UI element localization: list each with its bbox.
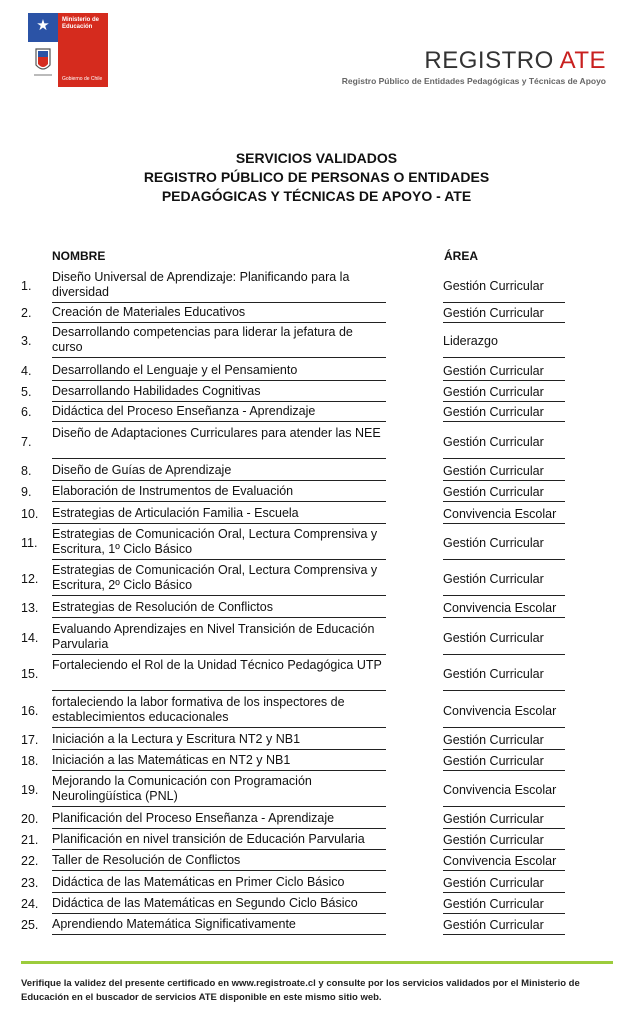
service-name: Taller de Resolución de Conflictos	[52, 853, 386, 871]
government-name: Gobierno de Chile	[62, 76, 103, 82]
row-number: 1.	[21, 279, 32, 293]
row-number: 12.	[21, 572, 39, 586]
service-name: Planificación del Proceso Enseñanza - Aprendizaje	[52, 811, 386, 829]
table-row	[0, 753, 633, 772]
service-area: Convivencia Escolar	[443, 506, 565, 524]
service-area: Gestión Curricular	[443, 484, 565, 502]
service-area: Gestión Curricular	[443, 404, 565, 422]
row-number: 17.	[21, 733, 39, 747]
service-area: Gestión Curricular	[443, 811, 565, 829]
title-line-1: SERVICIOS VALIDADOS	[235, 150, 398, 166]
table-row	[0, 875, 633, 894]
service-name: Desarrollando competencias para liderar la jefatura de curso	[52, 325, 386, 358]
service-area: Convivencia Escolar	[443, 695, 565, 728]
ministry-logo	[28, 13, 108, 87]
service-area: Gestión Curricular	[443, 875, 565, 893]
service-area: Gestión Curricular	[443, 832, 565, 850]
row-number: 22.	[21, 854, 39, 868]
brand-title-accent: ATE	[559, 47, 606, 74]
ministry-name: Ministerio de Educación	[62, 17, 100, 30]
service-name: Didáctica del Proceso Enseñanza - Aprendizaje	[52, 404, 386, 422]
service-area: Gestión Curricular	[443, 917, 565, 935]
column-header-name: NOMBRE	[52, 249, 106, 263]
table-row	[0, 658, 633, 692]
table-row	[0, 527, 633, 561]
table-row	[0, 732, 633, 751]
row-number: 21.	[21, 833, 39, 847]
row-number: 24.	[21, 897, 39, 911]
row-number: 5.	[21, 385, 32, 399]
table-row	[0, 506, 633, 525]
table-row	[0, 622, 633, 656]
service-name: Estrategias de Articulación Familia - Escuela	[52, 506, 386, 524]
service-name: Iniciación a la Lectura y Escritura NT2 y NB1	[52, 732, 386, 750]
row-number: 14.	[21, 631, 39, 645]
footer-note: Verifique la validez del presente certificado en www.registroate.cl y consulte por los servicios validados por el Ministerio de Educación en el buscador de servicios ATE disponible en este mismo sitio web.	[21, 978, 580, 1003]
table-row	[0, 695, 633, 729]
table-row	[0, 270, 633, 304]
service-area: Gestión Curricular	[443, 463, 565, 481]
table-row	[0, 811, 633, 830]
service-area: Gestión Curricular	[443, 622, 565, 655]
table-row	[0, 600, 633, 619]
row-number: 8.	[21, 464, 32, 478]
row-number: 2.	[21, 306, 32, 320]
service-name: fortaleciendo la labor formativa de los inspectores de establecimientos educacionales	[52, 695, 386, 728]
service-name: Desarrollando Habilidades Cognitivas	[52, 384, 386, 402]
row-number: 3.	[21, 334, 32, 348]
table-row	[0, 563, 633, 597]
coat-of-arms-icon	[32, 43, 54, 83]
row-number: 25.	[21, 918, 39, 932]
service-name: Evaluando Aprendizajes en Nivel Transición de Educación Parvularia	[52, 622, 386, 655]
service-area: Liderazgo	[443, 325, 565, 358]
table-row	[0, 426, 633, 460]
table-row	[0, 832, 633, 851]
service-name: Diseño Universal de Aprendizaje: Planificando para la diversidad	[52, 270, 386, 303]
service-name: Mejorando la Comunicación con Programación Neurolingüística (PNL)	[52, 774, 386, 807]
service-area: Gestión Curricular	[443, 426, 565, 459]
brand-title-main: REGISTRO	[424, 47, 554, 74]
column-header-area: ÁREA	[444, 249, 479, 263]
table-row	[0, 363, 633, 382]
service-name: Planificación en nivel transición de Educación Parvularia	[52, 832, 386, 850]
row-number: 6.	[21, 405, 32, 419]
service-area: Gestión Curricular	[443, 896, 565, 914]
service-area: Convivencia Escolar	[443, 853, 565, 871]
table-row	[0, 774, 633, 808]
service-name: Diseño de Adaptaciones Curriculares para atender las NEE	[52, 426, 386, 459]
service-area: Gestión Curricular	[443, 305, 565, 323]
service-area: Convivencia Escolar	[443, 774, 565, 807]
service-area: Gestión Curricular	[443, 658, 565, 691]
service-area: Gestión Curricular	[443, 732, 565, 750]
row-number: 20.	[21, 812, 39, 826]
row-number: 19.	[21, 783, 39, 797]
row-number: 13.	[21, 601, 39, 615]
service-name: Desarrollando el Lenguaje y el Pensamiento	[52, 363, 386, 381]
brand-title	[342, 48, 606, 74]
row-number: 16.	[21, 704, 39, 718]
table-row	[0, 325, 633, 359]
table-row	[0, 463, 633, 482]
row-number: 11.	[21, 536, 38, 550]
service-name: Creación de Materiales Educativos	[52, 305, 386, 323]
row-number: 4.	[21, 364, 32, 378]
service-name: Aprendiendo Matemática Significativamente	[52, 917, 386, 935]
row-number: 15.	[21, 667, 39, 681]
table-row	[0, 917, 633, 936]
service-name: Estrategias de Comunicación Oral, Lectura Comprensiva y Escritura, 2º Ciclo Básico	[52, 563, 386, 596]
footer-divider	[21, 961, 613, 964]
table-row	[0, 853, 633, 872]
table-row	[0, 384, 633, 403]
service-name: Iniciación a las Matemáticas en NT2 y NB1	[52, 753, 386, 771]
brand-subtitle: Registro Público de Entidades Pedagógicas y Técnicas de Apoyo	[341, 76, 606, 86]
service-name: Didáctica de las Matemáticas en Primer Ciclo Básico	[52, 875, 386, 893]
table-row	[0, 896, 633, 915]
row-number: 10.	[21, 507, 39, 521]
row-number: 18.	[21, 754, 39, 768]
service-area: Gestión Curricular	[443, 563, 565, 596]
service-name: Estrategias de Comunicación Oral, Lectura Comprensiva y Escritura, 1º Ciclo Básico	[52, 527, 386, 560]
service-area: Gestión Curricular	[443, 527, 565, 560]
table-row	[0, 305, 633, 324]
service-name: Estrategias de Resolución de Conflictos	[52, 600, 386, 618]
row-number: 9.	[21, 485, 32, 499]
service-name: Elaboración de Instrumentos de Evaluación	[52, 484, 386, 502]
table-row	[0, 484, 633, 503]
star-icon: ★	[36, 17, 50, 34]
service-name: Diseño de Guías de Aprendizaje	[52, 463, 386, 481]
title-line-3: PEDAGÓGICAS Y TÉCNICAS DE APOYO - ATE	[161, 188, 472, 204]
service-area: Gestión Curricular	[443, 363, 565, 381]
service-area: Gestión Curricular	[443, 753, 565, 771]
table-row	[0, 404, 633, 423]
registro-ate-brand	[342, 48, 606, 86]
service-area: Gestión Curricular	[443, 384, 565, 402]
title-line-2: REGISTRO PÚBLICO DE PERSONAS O ENTIDADES	[143, 169, 490, 185]
service-area: Convivencia Escolar	[443, 600, 565, 618]
row-number: 7.	[21, 435, 32, 449]
row-number: 23.	[21, 876, 39, 890]
document-title	[0, 149, 633, 206]
service-name: Fortaleciendo el Rol de la Unidad Técnico Pedagógica UTP	[52, 658, 386, 691]
service-area: Gestión Curricular	[443, 270, 565, 303]
service-name: Didáctica de las Matemáticas en Segundo Ciclo Básico	[52, 896, 386, 914]
